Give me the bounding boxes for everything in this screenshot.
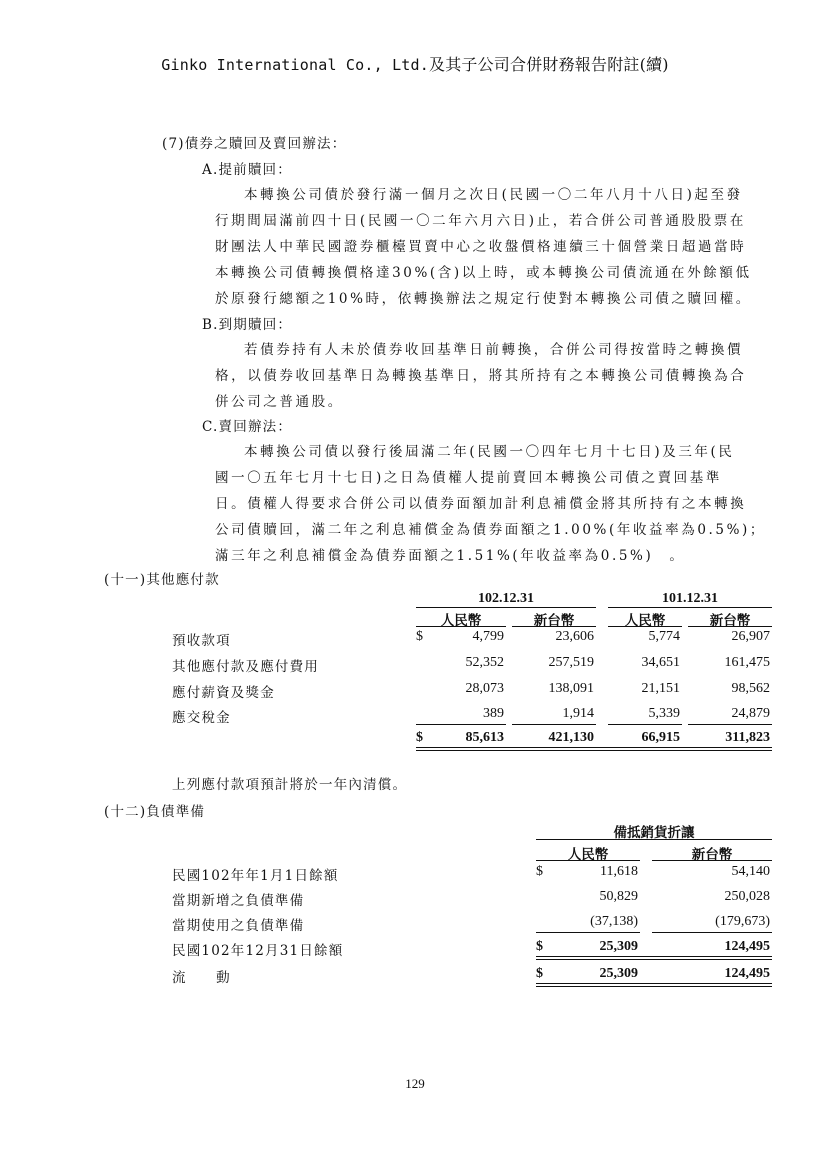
table-cell: 11,618 bbox=[600, 864, 638, 879]
table-cell: (37,138) bbox=[590, 914, 638, 929]
section7-c-line: 日。債權人得要求合併公司以債券面額加計利息補償金將其所持有之本轉換 bbox=[215, 496, 747, 512]
table-cell: 1,914 bbox=[562, 706, 594, 721]
table-row-label: 民國102年12月31日餘額 bbox=[172, 943, 344, 959]
section7-c-title: C.賣回辦法： bbox=[202, 419, 293, 435]
table-cell: 34,651 bbox=[641, 655, 680, 670]
table-cell: 54,140 bbox=[731, 864, 770, 879]
table-row-label: 應交稅金 bbox=[172, 710, 231, 726]
subtotal-line bbox=[416, 724, 506, 725]
table-cell: 138,091 bbox=[548, 681, 594, 696]
currency-symbol: $ bbox=[536, 966, 543, 981]
table-cell: (179,673) bbox=[715, 914, 770, 929]
section7-title: (7)債券之贖回及賣回辦法： bbox=[162, 136, 347, 152]
subtotal-line bbox=[608, 724, 682, 725]
table-row-label: 當期使用之負債準備 bbox=[172, 918, 305, 934]
double-underline bbox=[416, 747, 772, 748]
section7-a-line: 本轉換公司債轉換價格達30%(含)以上時，或本轉換公司債流通在外餘額低 bbox=[215, 265, 752, 281]
currency-symbol: $ bbox=[536, 864, 543, 879]
table-cell: 50,829 bbox=[599, 889, 638, 904]
subtotal-line bbox=[688, 724, 772, 725]
total-cell: 66,915 bbox=[641, 730, 680, 745]
total-cell: 25,309 bbox=[599, 966, 638, 981]
section12-title: (十二)負債準備 bbox=[104, 804, 206, 820]
currency-header: 新台幣 bbox=[691, 847, 733, 863]
table-row-label: 流 動 bbox=[172, 970, 231, 986]
currency-header: 人民幣 bbox=[567, 847, 609, 863]
table-cell: 389 bbox=[483, 706, 504, 721]
currency-header: 人民幣 bbox=[624, 613, 666, 629]
double-underline bbox=[416, 750, 772, 751]
currency-underline bbox=[416, 626, 506, 627]
table-cell: 26,907 bbox=[731, 629, 770, 644]
subtotal-line bbox=[652, 932, 772, 933]
group-underline bbox=[536, 839, 772, 840]
page-header bbox=[0, 52, 830, 75]
section7-b-line: 若債券持有人未於債券收回基準日前轉換，合併公司得按當時之轉換價 bbox=[244, 342, 744, 358]
period-underline bbox=[416, 607, 596, 608]
currency-symbol: $ bbox=[416, 629, 423, 644]
currency-symbol: $ bbox=[536, 939, 543, 954]
period-underline bbox=[608, 607, 772, 608]
section7-b-title: B.到期贖回： bbox=[202, 317, 293, 333]
section11-title: (十一)其他應付款 bbox=[104, 572, 220, 588]
table-cell: 5,339 bbox=[648, 706, 680, 721]
section7-c-line: 滿三年之利息補償金為債券面額之1.51%(年收益率為0.5%) 。 bbox=[215, 548, 686, 564]
section7-a-line: 財團法人中華民國證券櫃檯買賣中心之收盤價格連續三十個營業日超過當時 bbox=[215, 239, 747, 255]
section7-a-line: 於原發行總額之10%時，依轉換辦法之規定行使對本轉換公司債之贖回權。 bbox=[215, 291, 752, 307]
total-cell: 124,495 bbox=[724, 939, 770, 954]
currency-underline bbox=[608, 626, 682, 627]
currency-underline bbox=[652, 860, 772, 861]
table-cell: 5,774 bbox=[648, 629, 680, 644]
table-cell: 52,352 bbox=[465, 655, 504, 670]
period-header: 102.12.31 bbox=[478, 591, 534, 606]
header-title-zh: 及其子公司合併財務報告附註(續) bbox=[429, 55, 669, 74]
subtotal-line bbox=[512, 724, 596, 725]
table-row-label: 應付薪資及獎金 bbox=[172, 685, 275, 701]
period-header: 101.12.31 bbox=[662, 591, 718, 606]
table-cell: 98,562 bbox=[731, 681, 770, 696]
table-cell: 250,028 bbox=[724, 889, 770, 904]
table-cell: 23,606 bbox=[555, 629, 594, 644]
table-row-label: 民國102年年1月1日餘額 bbox=[172, 868, 339, 884]
double-underline bbox=[536, 959, 772, 960]
currency-underline bbox=[512, 626, 596, 627]
total-cell: 85,613 bbox=[465, 730, 504, 745]
total-cell: 311,823 bbox=[725, 730, 770, 745]
table-cell: 21,151 bbox=[641, 681, 680, 696]
table-cell: 24,879 bbox=[731, 706, 770, 721]
table-row-label: 其他應付款及應付費用 bbox=[172, 659, 319, 675]
table-cell: 4,799 bbox=[472, 629, 504, 644]
subtotal-line bbox=[536, 932, 640, 933]
table-cell: 161,475 bbox=[724, 655, 770, 670]
double-underline bbox=[536, 983, 772, 984]
double-underline bbox=[536, 986, 772, 987]
section7-c-line: 本轉換公司債以發行後屆滿二年(民國一〇四年七月十七日)及三年(民 bbox=[244, 444, 735, 460]
section7-b-line: 格，以債券收回基準日為轉換基準日，將其所持有之本轉換公司債轉換為合 bbox=[215, 368, 747, 384]
section7-a-line: 本轉換公司債於發行滿一個月之次日(民國一〇二年八月十八日)起至發 bbox=[244, 187, 743, 203]
section7-a-line: 行期間屆滿前四十日(民國一〇二年六月六日)止，若合併公司普通股股票在 bbox=[215, 213, 746, 229]
page-number: 129 bbox=[405, 1076, 425, 1091]
currency-header: 新台幣 bbox=[709, 613, 751, 629]
table-row-label: 當期新增之負債準備 bbox=[172, 893, 305, 909]
section11-note: 上列應付款項預計將於一年內清償。 bbox=[172, 777, 408, 793]
section7-a-title: A.提前贖回： bbox=[202, 162, 292, 178]
table-cell: 28,073 bbox=[465, 681, 504, 696]
table-row-label: 預收款項 bbox=[172, 633, 231, 649]
header-company-en: Ginko International Co., Ltd. bbox=[161, 56, 429, 74]
double-underline bbox=[536, 956, 772, 957]
total-cell: 25,309 bbox=[599, 939, 638, 954]
section7-c-line: 公司債贖回，滿二年之利息補償金為債券面額之1.00%(年收益率為0.5%)； bbox=[215, 522, 767, 538]
currency-header: 新台幣 bbox=[533, 613, 575, 629]
section7-b-line: 併公司之普通股。 bbox=[215, 394, 344, 410]
total-cell: 124,495 bbox=[724, 966, 770, 981]
currency-underline bbox=[536, 860, 640, 861]
currency-underline bbox=[688, 626, 772, 627]
currency-symbol: $ bbox=[416, 730, 423, 745]
total-cell: 421,130 bbox=[548, 730, 594, 745]
table-cell: 257,519 bbox=[548, 655, 594, 670]
currency-header: 人民幣 bbox=[440, 613, 482, 629]
section7-c-line: 國一〇五年七月十七日)之日為債權人提前賣回本轉換公司債之賣回基準 bbox=[215, 470, 722, 486]
group-header: 備抵銷貨折讓 bbox=[613, 825, 695, 841]
